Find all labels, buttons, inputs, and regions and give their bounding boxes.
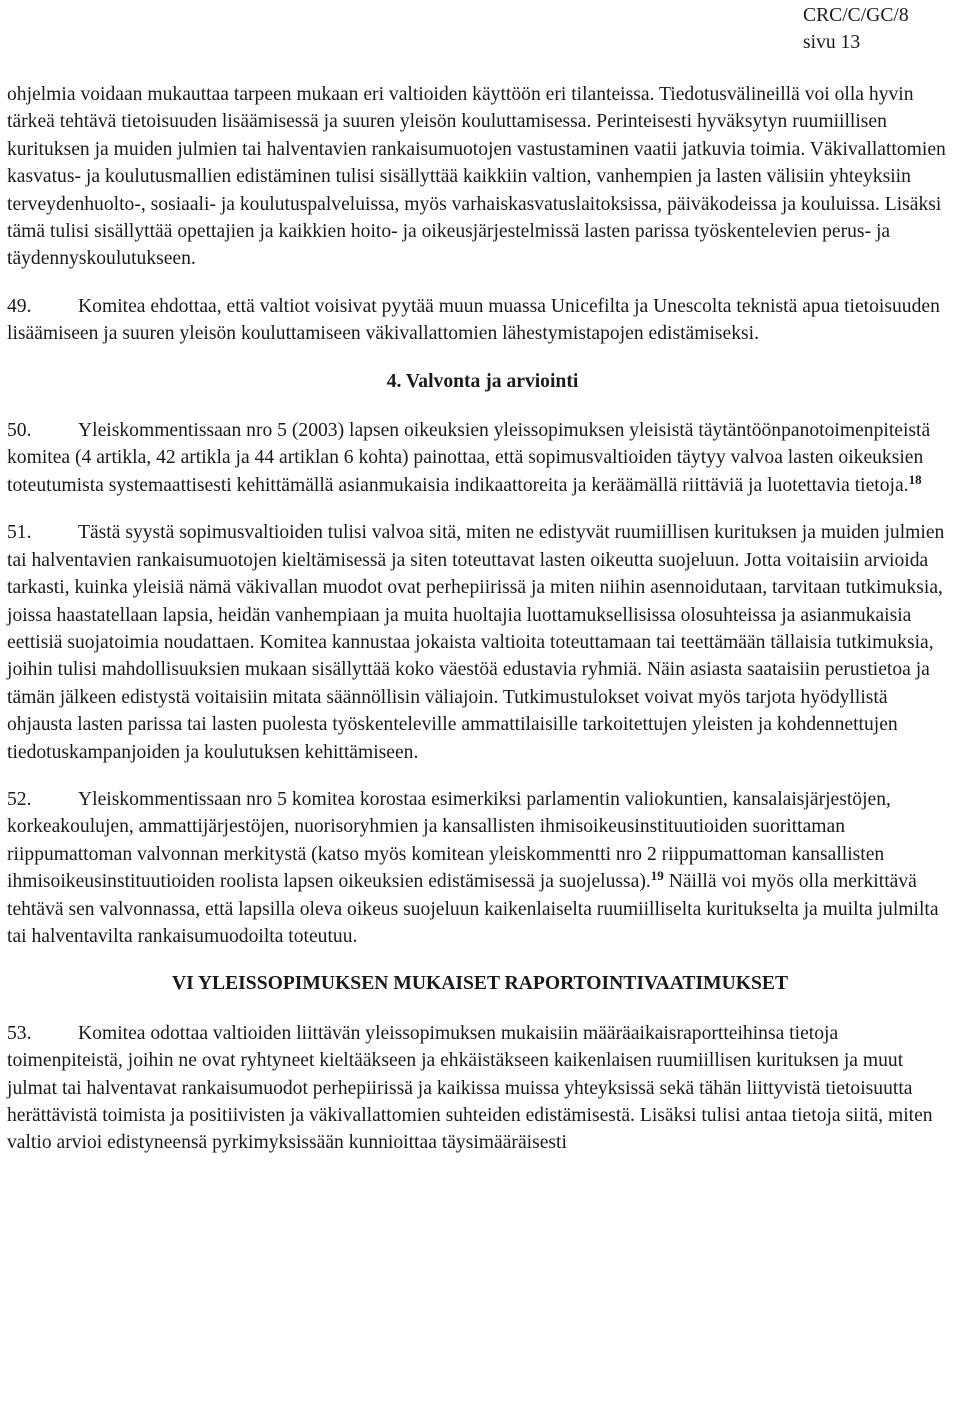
paragraph-52: [7, 786, 953, 950]
paragraph-text: Komitea odottaa valtioiden liittävän yleissopimuksen mukaisiin määräaikaisraportteihinsa tietoja toimenpiteistä, joihin ne ovat ryhtyneet kieltääkseen ja ehkäistäkseen kaikenlaisen ruumiillisen kurituksen ja muut julmat tai halventavat rankaisumuodot perhepiirissä ja kaikissa muissa yhteyksissä sekä tähän liittyvistä tietoisuutta herättävistä toimista ja positiivisten ja väkivallattomien suhteiden edistämisestä. Lisäksi tulisi antaa tietoja siitä, miten valtio arvioi edistyneensä pyrkimyksissään kunnioittaa täysimääräisesti: [7, 1022, 933, 1154]
section-heading-monitoring: 4. Valvonta ja arviointi: [386, 370, 579, 392]
paragraph-number: 52.: [7, 788, 32, 810]
paragraph-text-continued: Näillä voi myös olla merkittävä tehtävä sen valvonnassa, että lapsilla oleva oikeus suojeluun kaikenlaiselta ruumiilliselta kuritukselta ja muilta julmilta tai halventavilta rankaisumuodoilta toteutuu.: [7, 871, 939, 947]
paragraph-text: Yleiskommentissaan nro 5 komitea korostaa esimerkiksi parlamentin valiokuntien, kansalaisjärjestöjen, korkeakoulujen, ammattijärjestöjen, nuorisoryhmien ja kansallisten ihmisoikeusinstituutioiden suorittaman riippumattoman valvonnan merkitystä (katso myös komitean yleiskommentti nro 2 riippumattoman kansallisten ihmisoikeusinstituutioiden roolista lapsen oikeuksien edistämisessä ja suojelussa).: [7, 788, 891, 893]
paragraph-text: Yleiskommentissaan nro 5 (2003) lapsen oikeuksien yleissopimuksen yleisistä täytäntöönpanotoimenpiteistä komitea (4 artikla, 42 artikla ja 44 artiklan 6 kohta) painottaa, että sopimusvaltioiden täytyy valvoa lasten oikeuksien toteutumista systemaattisesti kehittämällä asianmukaisia indikaattoreita ja keräämällä riittäviä ja luotettavia tietoja.: [7, 420, 931, 496]
document-body: [7, 81, 953, 1177]
paragraph-number: 53.: [7, 1022, 32, 1044]
paragraph-50: [7, 417, 953, 499]
paragraph-49: [7, 293, 953, 348]
paragraph-number: 51.: [7, 522, 32, 544]
paragraph-text: Tästä syystä sopimusvaltioiden tulisi valvoa sitä, miten ne edistyvät ruumiillisen kurituksen ja muiden julmien tai halventavien rankaisumuotojen kieltämisessä ja siten toteuttavat lasten oikeutta suojeluun. Jotta voitaisiin arvioida tarkasti, kuinka yleisiä nämä väkivallan muodot ovat perhepiirissä ja miten niihin asennoidutaan, tarvitaan tutkimuksia, joissa haastatellaan lapsia, heidän vanhempiaan ja muita huoltajia luottamuksellisissa olosuhteissa ja asianmukaisia eettisiä suojatoimia noudattaen. Komitea kannustaa jokaista valtioita toteuttamaan tai teettämään tällaisia tutkimuksia, joihin tulisi mahdollisuuksien mukaan sisällyttää koko väestöä edustavia ryhmiä. Näin asiasta saataisiin perustietoa ja tämän jälkeen edistystä voitaisiin mitata säännöllisin väliajoin. Tutkimustulokset voivat myös tarjota hyödyllistä ohjausta lasten parissa tai lasten puolesta työskenteleville ammattilaisille tarkoitettujen yleisten ja kohdennettujen tiedotuskampanjoiden ja koulutuksen kehittämiseen.: [7, 522, 945, 763]
paragraph-number: 50.: [7, 420, 32, 442]
paragraph-48-continued: ohjelmia voidaan mukauttaa tarpeen mukaan eri valtioiden käyttöön eri tilanteissa. Tiedotusvälineillä voi olla hyvin tärkeä tehtävä tietoisuuden lisäämisessä ja suuren yleisön kouluttamisessa. Perinteisesti hyväksytyn ruumiillisen kurituksen ja muiden julmien tai halventavien rankaisumuotojen vastustaminen vaatii jatkuvia toimia. Väkivallattomien kasvatus- ja koulutusmallien edistäminen tulisi sisällyttää kaikkiin valtion, vanhempien ja lasten välisiin yhteyksiin terveydenhuolto-, sosiaali- ja koulutuspalveluissa, myös varhaiskasvatuslaitoksissa, päiväkodeissa ja kouluissa. Lisäksi tämä tulisi sisällyttää opettajien ja kaikkien hoito- ja oikeusjärjestelmissä lasten parissa työskentelevien perus- ja täydennyskoulutukseen.: [7, 84, 946, 270]
section-heading-reporting: VI YLEISSOPIMUKSEN MUKAISET RAPORTOINTIVAATIMUKSET: [171, 973, 789, 995]
document-code: CRC/C/GC/8: [803, 5, 909, 26]
paragraph-number: 49.: [7, 295, 32, 317]
paragraph-53: [7, 1020, 953, 1157]
footnote-reference[interactable]: 18: [908, 471, 922, 487]
page-header: [803, 2, 943, 56]
footnote-reference[interactable]: 19: [650, 868, 664, 884]
paragraph-text: Komitea ehdottaa, että valtiot voisivat pyytää muun muassa Unicefilta ja Unescolta teknistä apua tietoisuuden lisäämiseen ja suuren yleisön kouluttamiseen väkivallattomien lähestymistapojen edistämiseksi.: [7, 295, 940, 345]
paragraph-51: [7, 519, 953, 766]
page-number: sivu 13: [803, 32, 861, 53]
